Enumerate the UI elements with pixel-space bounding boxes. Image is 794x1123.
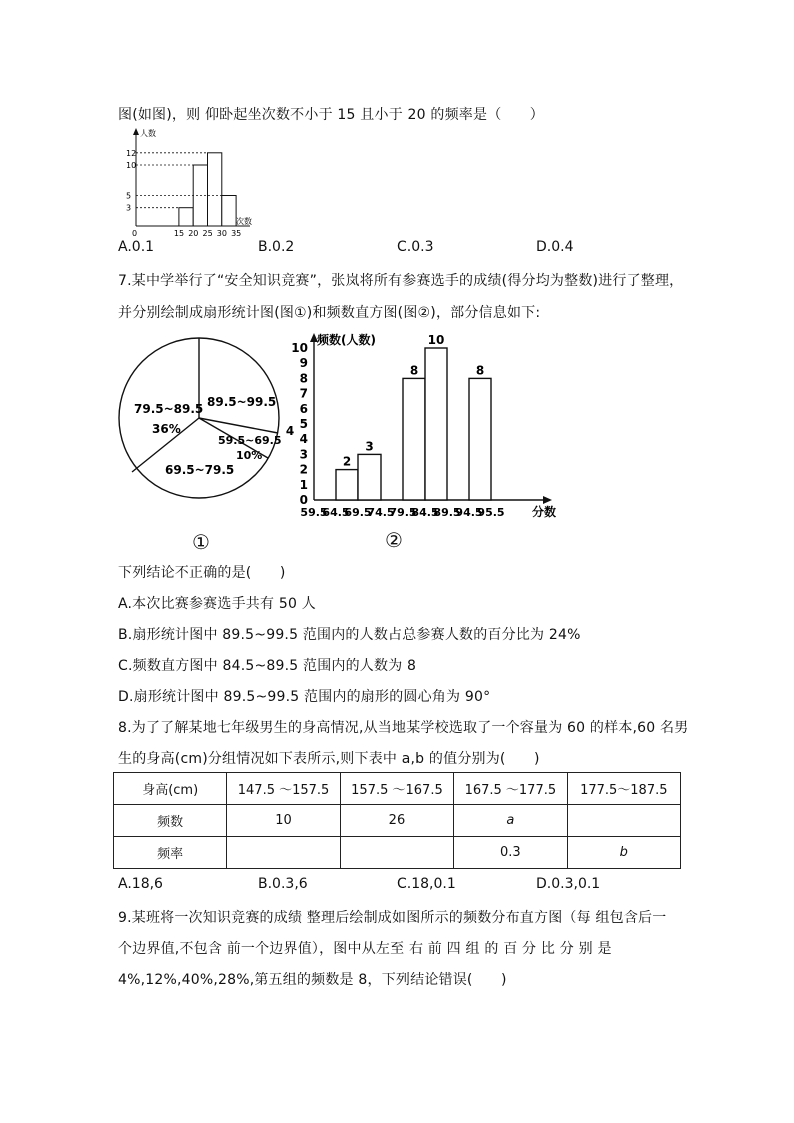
hist-data-label: 10 (427, 333, 445, 347)
q6-option-c[interactable]: C.0.3 (397, 239, 434, 255)
table-cell: a (454, 805, 567, 837)
table-cell: 身高(cm) (114, 773, 227, 805)
hist-x-tick-label: 74.5 (367, 506, 395, 519)
table-cell: 10 (227, 805, 340, 837)
hist-x-tick-label: 95.5 (477, 506, 505, 519)
hist-data-label: 3 (365, 439, 374, 454)
hist-y-tick-label: 1 (299, 477, 308, 492)
q8-option-b[interactable]: B.0.3,6 (258, 876, 308, 892)
hist-x-tick-label: 79.5 (389, 506, 417, 519)
table-cell (567, 805, 680, 837)
q6-x-tick-label: 25 (202, 229, 213, 238)
q6-x-tick-label: 15 (173, 229, 185, 238)
hist-x-tick-label: 59.5 (300, 506, 328, 519)
hist-y-tick-label: 4 (299, 432, 308, 447)
hist-xlabel: 分数 (532, 505, 557, 519)
q8-table (113, 772, 681, 869)
hist-x-arrow (543, 496, 552, 504)
table-cell: 167.5 ～177.5 (454, 773, 567, 805)
q6-bar (208, 153, 222, 226)
hist-x-tick-label: 84.5 (411, 506, 439, 519)
hist-data-label: 8 (475, 363, 485, 378)
hist-bar (358, 454, 381, 500)
table-header-row (114, 773, 681, 805)
hist-data-label: 2 (342, 454, 352, 469)
q7-histogram (285, 330, 580, 526)
q7-option-b[interactable]: B.扇形统计图中 89.5~99.5 范围内的人数占总参赛人数的百分比为 24% (118, 627, 581, 643)
q6-bar (179, 208, 193, 226)
hist-x-tick-label: 89.5 (433, 506, 461, 519)
table-cell: 157.5 ～167.5 (340, 773, 453, 805)
q6-xlabel: 次数 (236, 217, 252, 226)
hist-bar (403, 378, 425, 500)
hist-y-tick-label: 0 (299, 493, 308, 507)
table-cell: 0.3 (454, 837, 567, 869)
hist-y-tick-label: 3 (299, 447, 308, 462)
hist-y-tick-label: 9 (299, 356, 308, 371)
q6-option-a[interactable]: A.0.1 (118, 239, 155, 255)
pie-slice-label-4: 69.5~79.5 (165, 463, 235, 477)
q8-option-c[interactable]: C.18,0.1 (397, 876, 456, 892)
q6-y-tick-label: 3 (126, 203, 132, 213)
q7-pie-chart (118, 340, 288, 500)
hist-x-tick-label: 69.5 (344, 506, 372, 519)
q7-question: 下列结论不正确的是( ) (118, 565, 286, 581)
q7-stem-line1: 7.某中学举行了“安全知识竞赛”，张岚将所有参赛选手的成绩(得分均为整数)进行了整理， (118, 273, 684, 289)
q6-y-tick-label: 5 (126, 191, 132, 201)
q6-ylabel: 人数 (140, 129, 156, 138)
q8-stem-line2: 生的身高(cm)分组情况如下表所示,则下表中 a,b 的值分别为( ) (118, 751, 540, 767)
table-cell: b (567, 837, 680, 869)
pie-slice-pct-1: 36% (152, 422, 181, 436)
hist-y-tick-label: 5 (299, 417, 308, 431)
q9-stem-line2: 个边界值,不包含 前一个边界值），图中从左至 右 前 四 组 的 百 分 比 分 别 是 (118, 941, 612, 957)
q6-x-tick-label: 35 (231, 229, 242, 238)
hist-y-tick-label: 2 (299, 462, 308, 477)
hist-bar (469, 378, 491, 500)
hist-x-tick-label: 64.5 (322, 506, 350, 519)
q7-option-a[interactable]: A.本次比赛参赛选手共有 50 人 (118, 596, 316, 612)
hist-data-label: 8 (409, 363, 419, 378)
q8-option-d[interactable]: D.0.3,0.1 (536, 876, 601, 892)
q6-x-tick-label: 0 (132, 229, 138, 238)
q6-histogram (112, 126, 272, 238)
table-cell: 147.5 ～157.5 (227, 773, 340, 805)
hist-caption: ② (385, 528, 403, 552)
q9-stem-line3: 4%,12%,40%,28%,第五组的频数是 8，下列结论错误( ) (118, 972, 507, 988)
hist-bar (336, 470, 358, 500)
table-cell: 177.5～187.5 (567, 773, 680, 805)
hist-y-tick-label: 8 (299, 371, 308, 386)
pie-caption: ① (192, 530, 210, 554)
q7-option-c[interactable]: C.频数直方图中 84.5~89.5 范围内的人数为 8 (118, 658, 417, 674)
hist-ylabel: 频数(人数) (317, 333, 376, 347)
table-cell: 频数 (114, 805, 227, 837)
table-cell (340, 837, 453, 869)
hist-bar (425, 348, 447, 500)
hist-y-tick-label: 10 (291, 341, 308, 355)
pie-slice-label-3: 59.5~69.5 (218, 434, 282, 447)
q6-bar (222, 196, 236, 227)
hist-y-tick-label: 6 (299, 401, 308, 416)
table-cell (227, 837, 340, 869)
q6-option-b[interactable]: B.0.2 (258, 239, 295, 255)
q9-stem-line1: 9.某班将一次知识竞赛的成绩 整理后绘制成如图所示的频数分布直方图（每 组包含后一 (118, 910, 667, 926)
table-row (114, 805, 681, 837)
q6-option-d[interactable]: D.0.4 (536, 239, 574, 255)
q7-option-d[interactable]: D.扇形统计图中 89.5~99.5 范围内的扇形的圆心角为 90° (118, 689, 491, 705)
pie-slice-label-2: 89.5~99.5 (207, 395, 277, 409)
pie-slice-pct-3: 10% (236, 449, 263, 462)
q6-stem: 图(如图)，则 仰卧起坐次数不小于 15 且小于 20 的频率是（ ） (118, 107, 545, 123)
hist-data-label: 4 (285, 424, 295, 439)
q6-y-tick-label: 10 (126, 161, 137, 170)
pie-slice-label-1: 79.5~89.5 (134, 402, 204, 416)
hist-y-tick-label: 7 (299, 386, 308, 401)
hist-x-tick-label: 94.5 (455, 506, 483, 519)
q8-option-a[interactable]: A.18,6 (118, 876, 163, 892)
q6-x-tick-label: 30 (216, 229, 227, 238)
q6-x-tick-label: 20 (188, 229, 199, 238)
q8-stem-line1: 8.为了了解某地七年级男生的身高情况,从当地某学校选取了一个容量为 60 的样本,60 名男 (118, 720, 689, 736)
table-cell: 频率 (114, 837, 227, 869)
q7-stem-line2: 并分别绘制成扇形统计图(图①)和频数直方图(图②)，部分信息如下: (118, 305, 541, 321)
q6-y-tick-label: 12 (126, 148, 137, 158)
table-row (114, 837, 681, 869)
q6-y-arrow (133, 128, 139, 135)
table-cell: 26 (340, 805, 453, 837)
